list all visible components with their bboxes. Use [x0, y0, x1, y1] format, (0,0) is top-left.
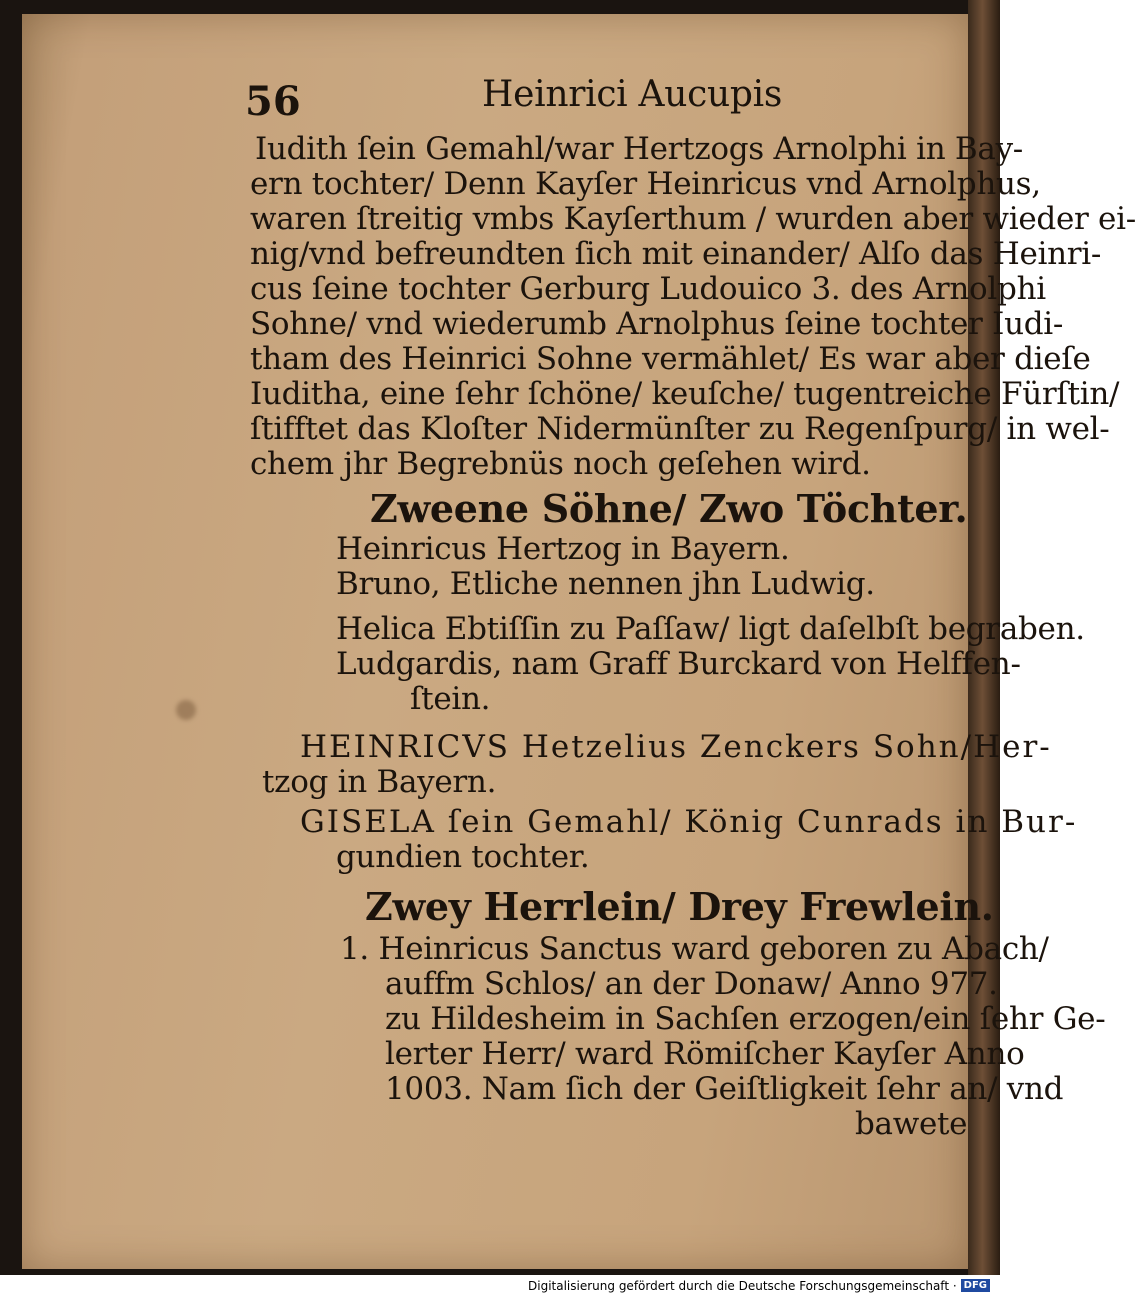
entry-line: gundien tochter. [336, 839, 590, 875]
genealogy-line: Heinricus Hertzog in Bayern. [336, 531, 790, 567]
genealogy-line: zu Hildesheim in Sachſen erzogen/ein ſehr Ge- [385, 1001, 1106, 1037]
text-line: chem jhr Begrebnüs noch geſehen wird. [250, 446, 871, 482]
text-line: Iudith ſein Gemahl/war Hertzogs Arnolphi in Bay- [255, 131, 1023, 167]
footer-bar [0, 1275, 1000, 1296]
paper-stain [176, 700, 196, 720]
genealogy-line: 1. Heinricus Sanctus ward geboren zu Abach/ [340, 931, 1049, 967]
genealogy-line: auffm Schlos/ an der Donaw/ Anno 977. [385, 966, 998, 1002]
genealogy-line: Ludgardis, nam Graff Burckard von Helffen- [336, 646, 1021, 682]
entry-line: GISELA ſein Gemahl/ König Cunrads in Bur- [300, 804, 1078, 840]
genealogy-line: Bruno, Etliche nennen jhn Ludwig. [336, 566, 875, 602]
footer-credit: Digitalisierung gefördert durch die Deutsche Forschungsgemeinschaft · [528, 1278, 957, 1293]
text-line: cus ſeine tochter Gerburg Ludouico 3. des Arnolphi [250, 271, 1046, 307]
section-heading: Zweene Söhne/ Zwo Töchter. [370, 486, 968, 531]
dfg-logo: DFG [961, 1279, 990, 1292]
text-line: waren ſtreitig vmbs Kayſerthum / wurden aber wieder ei- [250, 201, 1136, 237]
genealogy-line: 1003. Nam ſich der Geiſtligkeit ſehr an/ vnd [385, 1071, 1064, 1107]
section-heading: Zwey Herrlein/ Drey Frewlein. [365, 884, 994, 929]
page-number: 56 [245, 78, 301, 125]
text-line: nig/vnd befreundten ſich mit einander/ Alſo das Heinri- [250, 236, 1102, 272]
genealogy-line: Helica Ebtiſſin zu Paſſaw/ ligt daſelbſt begraben. [336, 611, 1085, 647]
genealogy-line: ſtein. [410, 681, 491, 717]
text-line: tham des Heinrici Sohne vermählet/ Es war aber dieſe [250, 341, 1091, 377]
entry-line: HEINRICVS Hetzelius Zenckers Sohn/Her- [300, 729, 1052, 765]
genealogy-line: lerter Herr/ ward Römiſcher Kayſer Anno [385, 1036, 1025, 1072]
entry-line: tzog in Bayern. [262, 764, 497, 800]
text-line: ern tochter/ Denn Kayſer Heinricus vnd Arnolphus, [250, 166, 1041, 202]
text-line: ſtifftet das Kloſter Nidermünſter zu Regenſpurg/ in wel- [250, 411, 1110, 447]
running-head: Heinrici Aucupis [482, 74, 783, 115]
text-line: Sohne/ vnd wiederumb Arnolphus ſeine tochter Iudi- [250, 306, 1064, 342]
text-line: Iuditha, eine ſehr ſchöne/ keuſche/ tugentreiche Fürſtin/ [250, 376, 1120, 412]
catchword: bawete [855, 1106, 968, 1142]
